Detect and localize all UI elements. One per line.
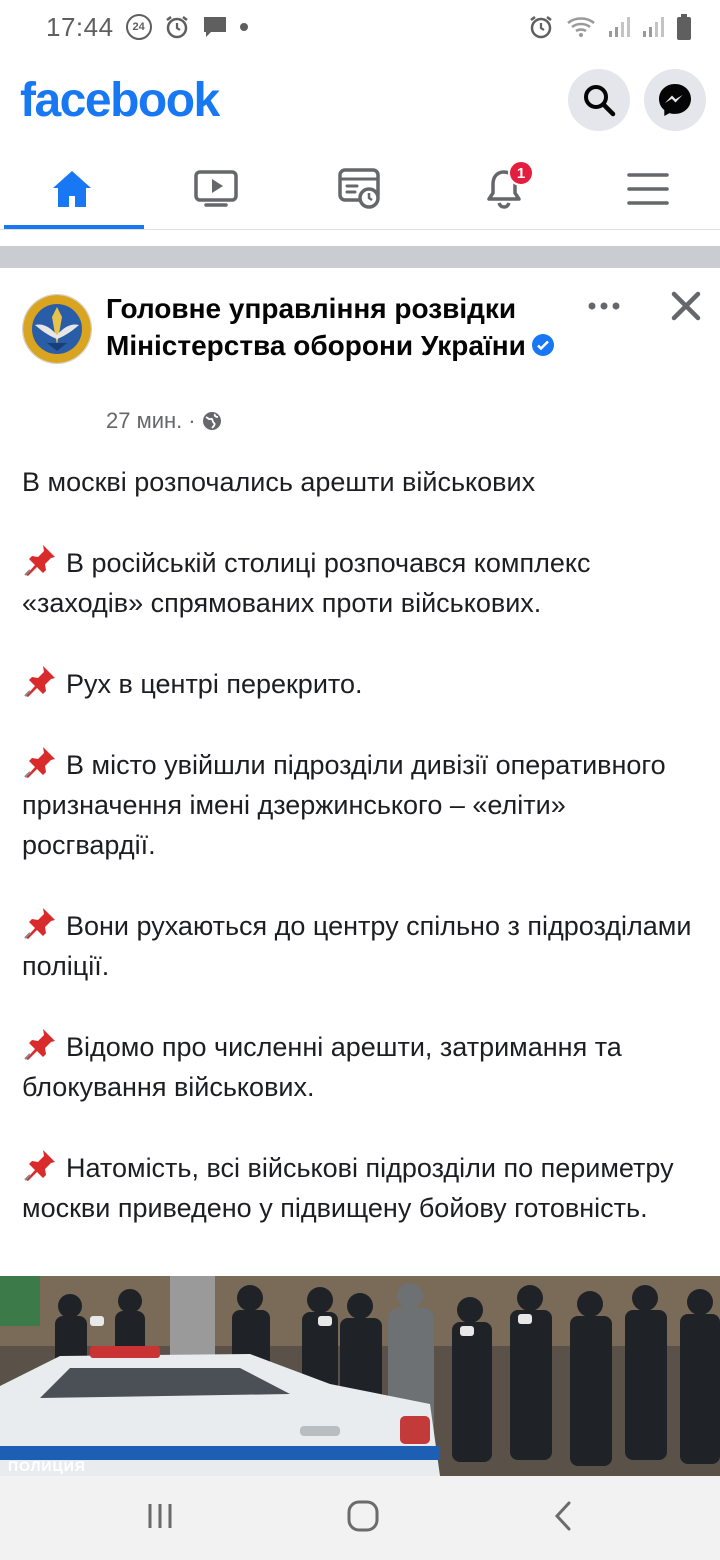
alarm-icon	[528, 14, 554, 40]
hide-post-button[interactable]	[668, 288, 704, 324]
system-navigation-bar	[0, 1476, 720, 1560]
tab-news[interactable]	[288, 148, 432, 229]
verified-badge-icon	[532, 334, 554, 356]
status-bar	[0, 0, 720, 54]
post-timestamp[interactable]: 27 мин.	[106, 408, 183, 433]
search-icon	[582, 83, 616, 117]
post-paragraph	[22, 663, 706, 704]
tab-watch[interactable]	[144, 148, 288, 229]
home-circle-icon	[346, 1499, 380, 1533]
page-avatar[interactable]	[22, 294, 92, 364]
news-feed-icon	[338, 168, 382, 210]
feed-separator	[0, 246, 720, 268]
signal-icon	[642, 15, 664, 39]
pushpin-icon	[22, 1147, 58, 1183]
recent-apps-icon	[145, 1501, 175, 1531]
post-paragraph	[22, 542, 706, 623]
messenger-button[interactable]	[644, 69, 706, 131]
post-paragraph	[22, 744, 706, 865]
pushpin-icon	[22, 542, 58, 578]
home-icon	[51, 169, 93, 209]
page-name[interactable]: Головне управління розвідки Міністерства оборони України	[106, 293, 526, 361]
pushpin-icon	[22, 663, 58, 699]
alarm-icon	[164, 14, 190, 40]
search-button[interactable]	[568, 69, 630, 131]
post-body	[22, 462, 706, 1228]
app-header	[0, 62, 720, 138]
tab-notifications[interactable]	[432, 148, 576, 229]
paragraph-text: В російській столиці розпочався комплекс «заходів» спрямованих проти військових.	[22, 548, 591, 618]
back-chevron-icon	[551, 1499, 575, 1533]
battery-icon	[676, 13, 692, 41]
paragraph-text: Рух в центрі перекрито.	[66, 669, 363, 699]
paragraph-text: Натомість, всі військові підрозділи по периметру москви приведено у підвищену бойову готовність.	[22, 1153, 674, 1223]
chat-message-icon	[202, 15, 228, 39]
more-notifications-dot-icon	[240, 23, 248, 31]
post-paragraph	[22, 1026, 706, 1107]
intelligence-emblem-icon	[23, 295, 91, 363]
recent-apps-button[interactable]	[145, 1501, 175, 1536]
post-paragraph	[22, 905, 706, 986]
paragraph-text: Вони рухаються до центру спільно з підрозділами поліції.	[22, 911, 692, 981]
police-car-label: ПОЛИЦИЯ	[8, 1458, 86, 1474]
status-right	[528, 13, 692, 41]
wifi-icon	[566, 15, 596, 39]
facebook-logo[interactable]: facebook	[20, 73, 219, 127]
paragraph-text: Відомо про численні арешти, затримання та блокування військових.	[22, 1032, 622, 1102]
main-nav-tabs	[0, 148, 720, 230]
signal-icon	[608, 15, 630, 39]
back-button[interactable]	[551, 1499, 575, 1538]
post-header	[0, 280, 720, 440]
post-photo[interactable]	[0, 1276, 720, 1476]
tab-menu[interactable]	[576, 148, 720, 229]
status-time: 17:44	[46, 11, 114, 42]
close-icon	[668, 288, 704, 324]
post-meta	[106, 408, 222, 434]
page-name-block[interactable]	[106, 290, 556, 364]
police-crowd-photo	[0, 1276, 720, 1476]
hamburger-menu-icon	[627, 172, 669, 206]
paragraph-text: В москві розпочались арешти військових	[22, 467, 536, 497]
globe-icon	[202, 411, 222, 431]
paragraph-text: В місто увійшли підрозділи дивізії оперативного призначення імені дзержинського – «еліти» росгвардії.	[22, 750, 666, 860]
more-options-icon	[586, 294, 622, 318]
pushpin-icon	[22, 744, 58, 780]
pushpin-icon	[22, 1026, 58, 1062]
tab-home[interactable]	[0, 148, 144, 229]
notification-badge: 1	[508, 160, 534, 186]
meta-separator: ·	[188, 408, 196, 433]
status-left	[46, 12, 248, 43]
post-more-button[interactable]	[586, 294, 622, 318]
post-paragraph	[22, 1147, 706, 1228]
notification-count-icon: 24	[126, 14, 152, 40]
video-icon	[194, 170, 238, 208]
header-actions	[568, 69, 706, 131]
messenger-icon	[657, 82, 693, 118]
pushpin-icon	[22, 905, 58, 941]
post-paragraph	[22, 462, 706, 502]
home-system-button[interactable]	[346, 1499, 380, 1538]
